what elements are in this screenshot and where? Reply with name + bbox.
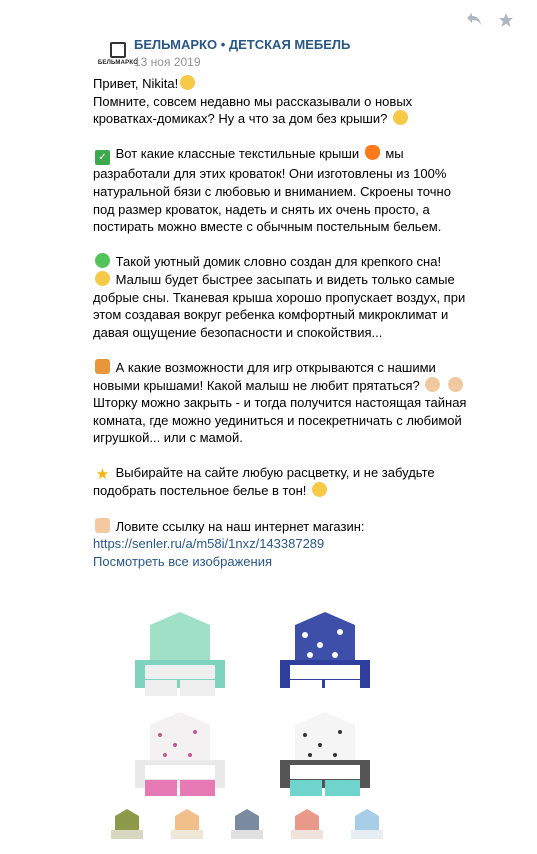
reply-icon[interactable] [465, 12, 483, 28]
roofs-details: мы разработали для этих кроваток! Они изготовлены из 100% натуральной бязи с любовью и вниманием. Скроены точно под размер кроваток, надеть и снять их очень просто, а постирать можно вместе с обычным постельным бельем. [93, 146, 451, 235]
star-emoji-icon: ★ [95, 466, 110, 484]
shop-text: Ловите ссылку на наш интернет магазин: [115, 518, 365, 534]
sleeping-face-icon [95, 271, 110, 286]
green-heart-icon [95, 253, 110, 268]
photo-gallery [93, 610, 473, 810]
girl-icon [425, 377, 440, 392]
cozy-text: Такой уютный домик словно создан для крепкого сна! [115, 254, 442, 270]
winking-face-icon [312, 482, 327, 497]
photo-blue-roof-bed[interactable] [260, 610, 390, 705]
photo-pink-roof-bed[interactable] [115, 710, 245, 805]
fire-icon [365, 145, 380, 160]
games-text: А какие возможности для игр открываются с нашими новыми крышами! Какой малыш не любит прятаться? [93, 359, 436, 393]
author-name[interactable]: БЕЛЬМАРКО • ДЕТСКАЯ МЕБЕЛЬ [134, 37, 351, 52]
post-actions [465, 12, 515, 28]
thumb-grey-blue[interactable] [223, 806, 271, 842]
greeting: Привет, Nikita! [93, 76, 179, 91]
intro-text: Помните, совсем недавно мы рассказывали о новых кроватках-домиках? Ну а что за дом без крыши? [93, 93, 413, 127]
roofs-text: Вот какие классные текстильные крыши [115, 146, 360, 162]
shop-link[interactable]: https://senler.ru/a/m58i/1nxz/143387289 [93, 536, 325, 552]
boy-icon [448, 377, 463, 392]
winking-face-icon [393, 110, 408, 125]
post-date[interactable]: 13 ноя 2019 [134, 55, 201, 69]
star-icon[interactable] [497, 12, 515, 28]
thumb-light-blue[interactable] [343, 806, 391, 842]
kids-icon [95, 359, 110, 374]
photo-mint-dots-roof-bed[interactable] [260, 710, 390, 805]
see-all-images-link[interactable]: Посмотреть все изображения [93, 553, 272, 569]
thumb-peach[interactable] [163, 806, 211, 842]
colors-text: Выбирайте на сайте любую расцветку, и не забудьте подобрать постельное белье в тон! [93, 465, 435, 499]
waving-hand-icon [180, 75, 195, 90]
curtain-text: Шторку можно закрыть - и тогда получится настоящая тайная комната, где можно уединиться и посекретничать с любимой игрушкой... или с мамой. [93, 395, 467, 446]
pointing-hand-icon [95, 518, 110, 533]
post-text [93, 75, 473, 570]
check-mark-icon: ✓ [95, 150, 110, 165]
thumb-coral[interactable] [283, 806, 331, 842]
photo-mint-roof-bed[interactable] [115, 610, 245, 705]
avatar-text: БЕЛЬМАРКО [97, 60, 139, 66]
logo-icon [110, 42, 126, 58]
thumb-olive[interactable] [103, 806, 151, 842]
avatar[interactable] [97, 40, 139, 74]
sleep-text: Малыш будет быстрее засыпать и видеть только самые добрые сны. Тканевая крыша хорошо пропускает воздух, при этом создавая вокруг ребенка комфортный микроклимат и давая ощущение безопасности и спокойствия... [93, 271, 466, 340]
thumbnail-strip [103, 806, 391, 842]
